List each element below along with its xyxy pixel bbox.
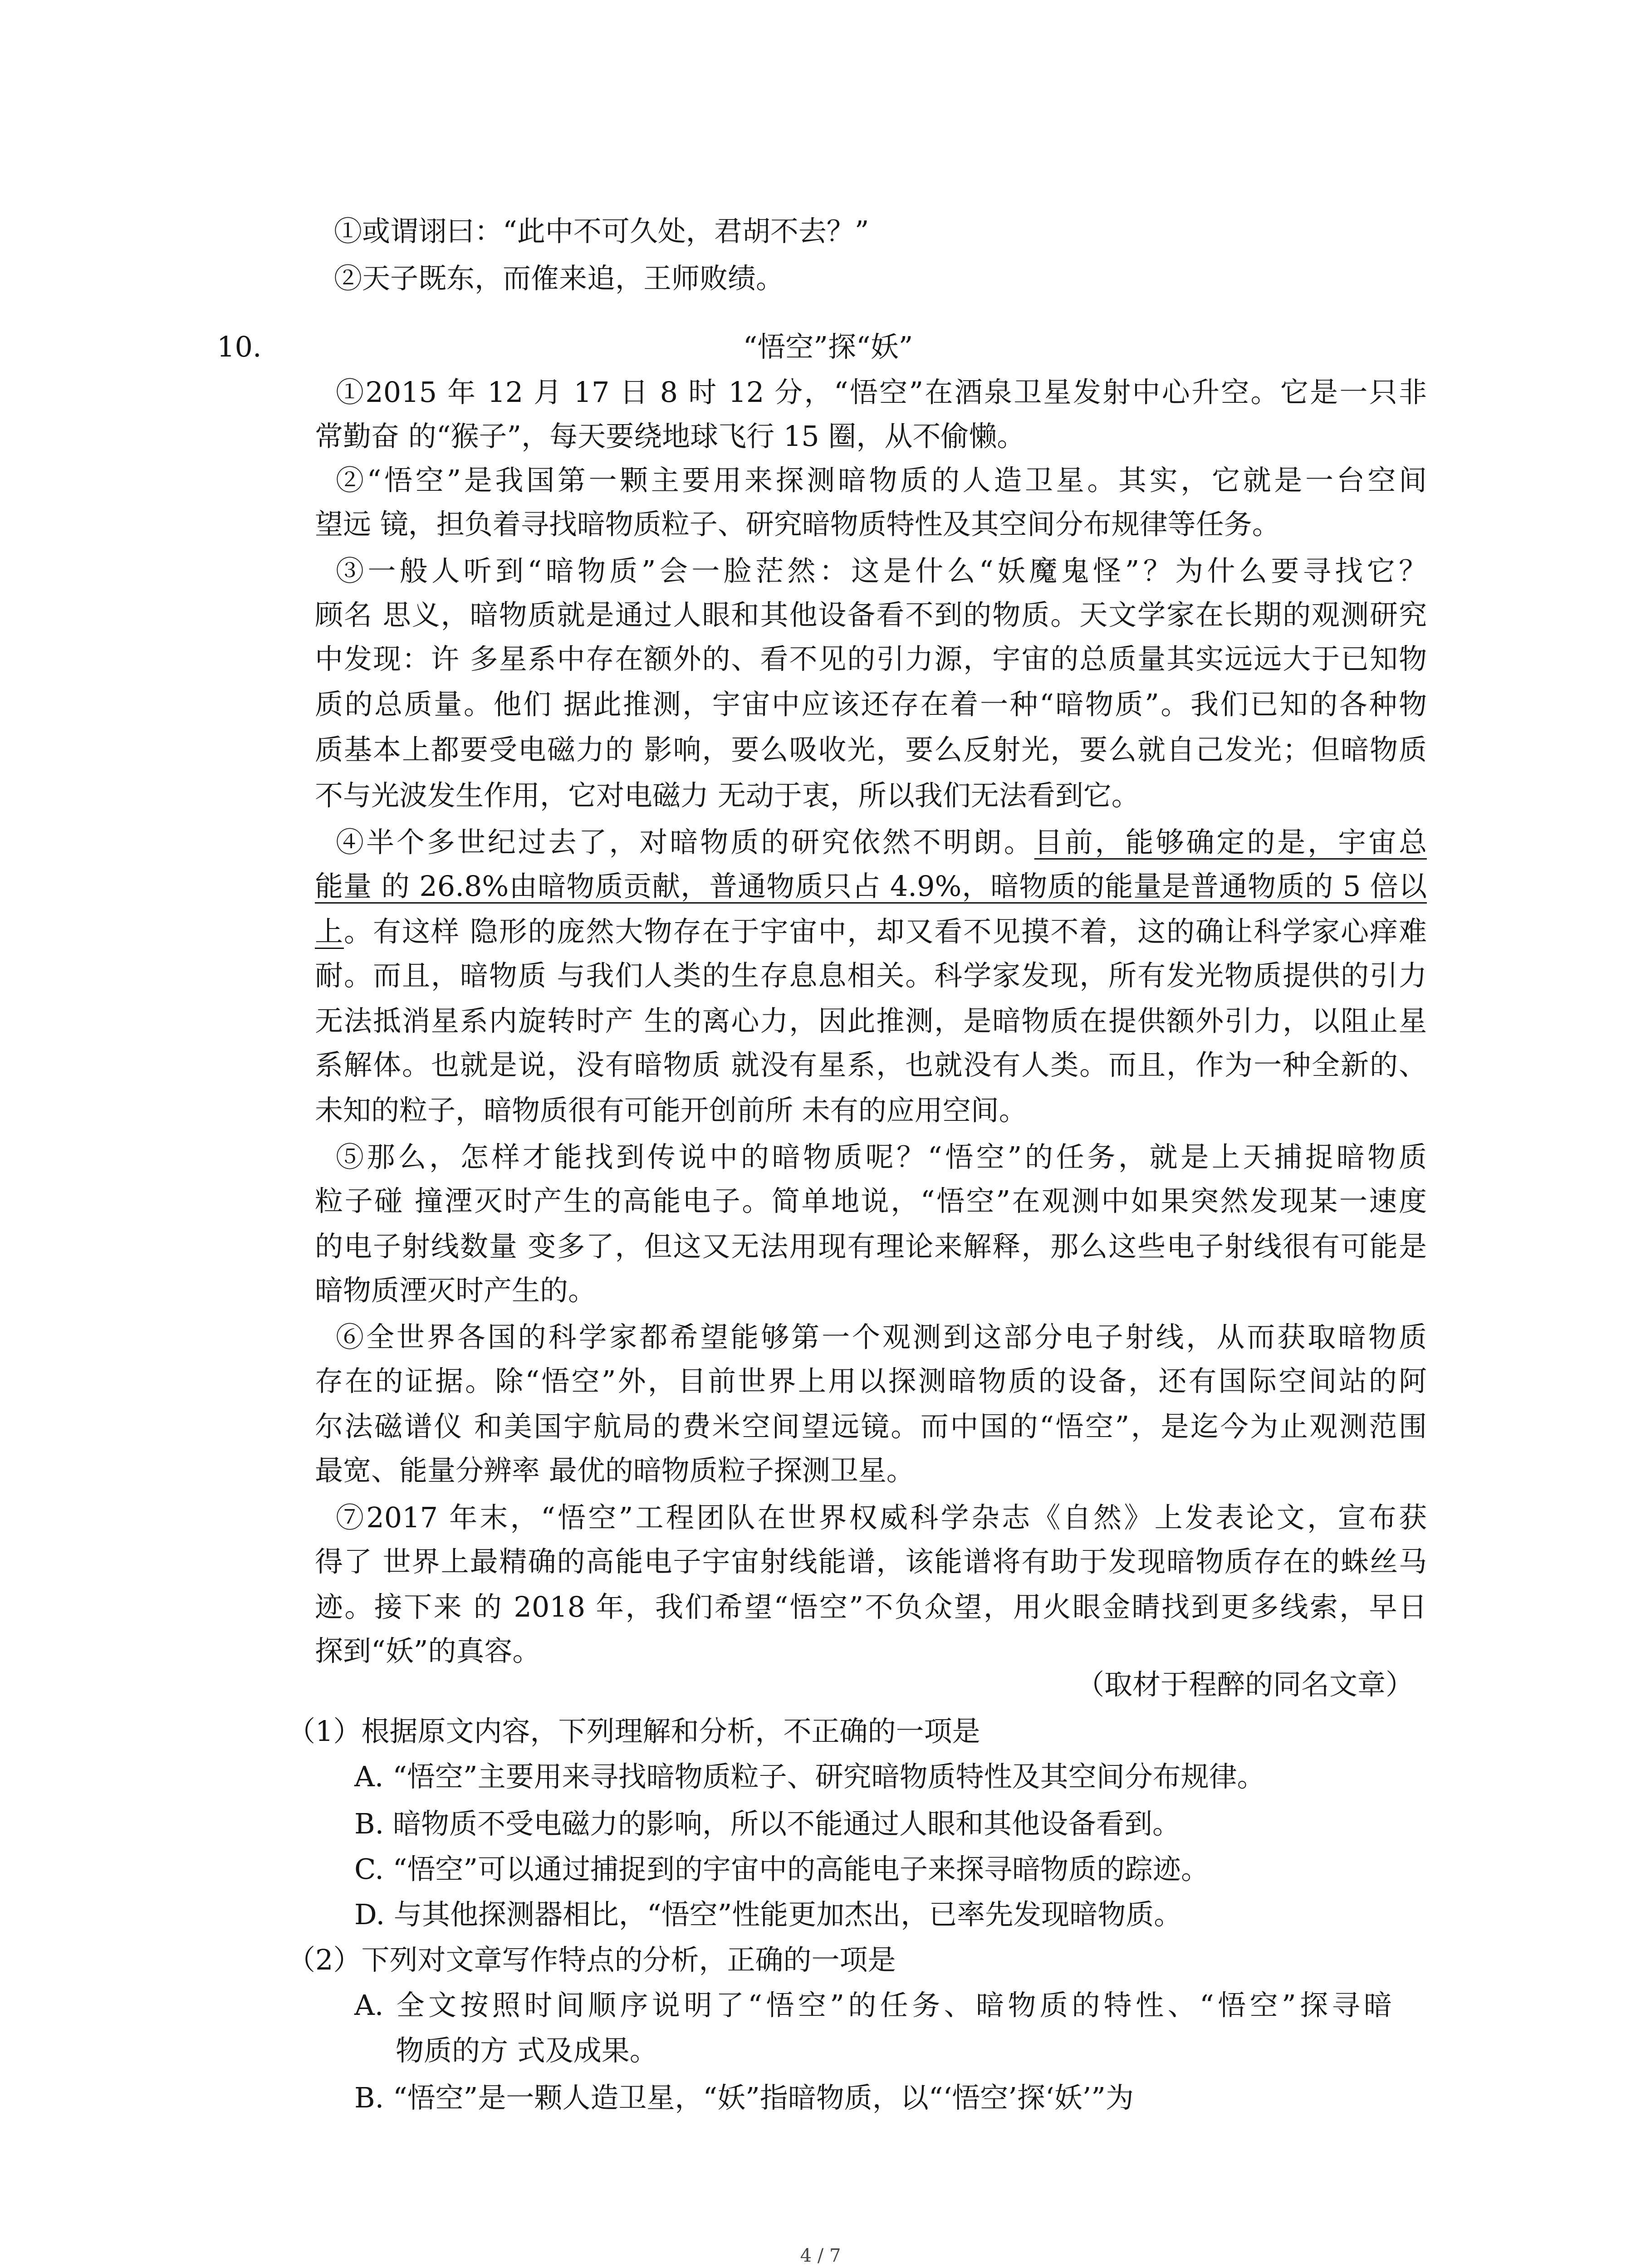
paragraph-4-line-1	[336, 820, 1427, 865]
paragraph-5-line-4: 暗物质湮灭时产生的。	[315, 1274, 597, 1307]
paragraph-3-line-2: 顾名 思义，暗物质就是通过人眼和其他设备看不到的物质。天文学家在长期的观测研究	[315, 598, 1427, 631]
question-1-option-d: D. 与其他探测器相比，“悟空”性能更加杰出，已率先发现暗物质。	[354, 1898, 1182, 1931]
underlined-sentence: 目前，能够确定的是，宇宙总	[1034, 826, 1427, 859]
question-1-option-a: A. “悟空”主要用来寻找暗物质粒子、研究暗物质特性及其空间分布规律。	[354, 1760, 1265, 1793]
question-2-option-b: B. “悟空”是一颗人造卫星，“妖”指暗物质，以“‘悟空’探‘妖’”为	[354, 2081, 1134, 2114]
question-1-stem: （1）根据原文内容，下列理解和分析，不正确的一项是	[287, 1715, 980, 1748]
paragraph-4-line-1-text: ④半个多世纪过去了，对暗物质的研究依然不明朗。	[336, 826, 1034, 859]
paragraph-1-line-2: 常勤奋 的“猴子”，每天要绕地球飞行 15 圈，从不偷懒。	[315, 420, 1025, 453]
paragraph-3-line-3: 中发现：许 多星系中存在额外的、看不见的引力源，宇宙的总质量其实远远大于已知物	[315, 642, 1427, 675]
underlined-sentence: 上	[315, 915, 344, 948]
underlined-sentence: 能量 的 26.8%由暗物质贡献，普通物质只占 4.9%，暗物质的能量是普通物质的 5 倍以	[315, 870, 1427, 903]
paragraph-5-line-3: 的电子射线数量 变多了，但这又无法用现有理论来解释，那么这些电子射线很有可能是	[315, 1230, 1427, 1263]
paragraph-7-line-3: 迹。接下来 的 2018 年，我们希望“悟空”不负众望，用火眼金睛找到更多线索，早日	[315, 1590, 1427, 1623]
paragraph-5-line-2: 粒子碰 撞湮灭时产生的高能电子。简单地说，“悟空”在观测中如果突然发现某一速度	[315, 1184, 1427, 1217]
prev-item-2: ②天子既东，而傕来追，王师败绩。	[334, 262, 784, 295]
article-title: “悟空”探“妖”	[743, 330, 913, 363]
paragraph-4-line-3	[315, 909, 1427, 954]
paragraph-7-line-4: 探到“妖”的真容。	[315, 1634, 541, 1667]
paragraph-4-line-5: 无法抵消星系内旋转时产 生的离心力，因此推测，是暗物质在提供额外引力，以阻止星	[315, 1004, 1427, 1037]
paragraph-4-line-4: 耐。而且，暗物质 与我们人类的生存息息相关。科学家发现，所有发光物质提供的引力	[315, 959, 1427, 992]
paragraph-6-line-2: 存在的证据。除“悟空”外，目前世界上用以探测暗物质的设备，还有国际空间站的阿	[315, 1364, 1427, 1398]
question-2-stem: （2）下列对文章写作特点的分析，正确的一项是	[287, 1943, 896, 1976]
question-number: 10.	[217, 330, 262, 363]
paragraph-3-line-5: 质基本上都要受电磁力的 影响，要么吸收光，要么反射光，要么就自己发光；但暗物质	[315, 733, 1427, 766]
paragraph-3-line-6: 不与光波发生作用，它对电磁力 无动于衷，所以我们无法看到它。	[315, 779, 1140, 812]
paragraph-6-line-1: ⑥全世界各国的科学家都希望能够第一个观测到这部分电子射线，从而获取暗物质	[336, 1320, 1427, 1354]
question-1-option-b: B. 暗物质不受电磁力的影响，所以不能通过人眼和其他设备看到。	[354, 1807, 1181, 1840]
paragraph-1-line-1: ①2015 年 12 月 17 日 8 时 12 分，“悟空”在酒泉卫星发射中心升空。它是一只非	[336, 376, 1427, 409]
paragraph-3-line-1: ③一般人听到“暗物质”会一脸茫然：这是什么“妖魔鬼怪”？为什么要寻找它？	[336, 554, 1427, 587]
page-number: 4 / 7	[800, 2245, 841, 2266]
article-source: （取材于程醉的同名文章）	[1076, 1668, 1414, 1701]
paragraph-6-line-4: 最宽、能量分辨率 最优的暗物质粒子探测卫星。	[315, 1454, 915, 1487]
paragraph-2-line-2: 望远 镜，担负着寻找暗物质粒子、研究暗物质特性及其空间分布规律等任务。	[315, 508, 1280, 541]
paragraph-5-line-1: ⑤那么，怎样才能找到传说中的暗物质呢？“悟空”的任务，就是上天捕捉暗物质	[336, 1140, 1427, 1173]
paragraph-4-line-6: 系解体。也就是说，没有暗物质 就没有星系，也就没有人类。而且，作为一种全新的、	[315, 1048, 1427, 1081]
paragraph-4-line-7: 未知的粒子，暗物质很有可能开创前所 未有的应用空间。	[315, 1094, 1027, 1127]
prev-item-1: ①或谓诩曰：“此中不可久处，君胡不去？”	[334, 215, 869, 248]
paragraph-7-line-1: ⑦2017 年末，“悟空”工程团队在世界权威科学杂志《自然》上发表论文，宣布获	[336, 1501, 1427, 1534]
paragraph-3-line-4: 质的总质量。他们 据此推测，宇宙中应该还存在着一种“暗物质”。我们已知的各种物	[315, 688, 1427, 721]
paragraph-6-line-3: 尔法磁谱仪 和美国宇航局的费米空间望远镜。而中国的“悟空”，是迄今为止观测范围	[315, 1410, 1427, 1443]
question-1-option-c: C. “悟空”可以通过捕捉到的宇宙中的高能电子来探寻暗物质的踪迹。	[354, 1853, 1210, 1886]
paragraph-7-line-2: 得了 世界上最精确的高能电子宇宙射线能谱，该能谱将有助于发现暗物质存在的蛛丝马	[315, 1545, 1427, 1578]
paragraph-4-line-2	[315, 864, 1427, 909]
paragraph-4-line-3-text: 。有这样 隐形的庞然大物存在于宇宙中，却又看不见摸不着，这的确让科学家心痒难	[343, 915, 1427, 948]
paragraph-2-line-1: ②“悟空”是我国第一颗主要用来探测暗物质的人造卫星。其实，它就是一台空间	[336, 464, 1427, 497]
question-2-option-a-line-2: 物质的方 式及成果。	[396, 2034, 658, 2067]
question-2-option-a-line-1: A. 全文按照时间顺序说明了“悟空”的任务、暗物质的特性、“悟空”探寻暗	[354, 1989, 1392, 2022]
